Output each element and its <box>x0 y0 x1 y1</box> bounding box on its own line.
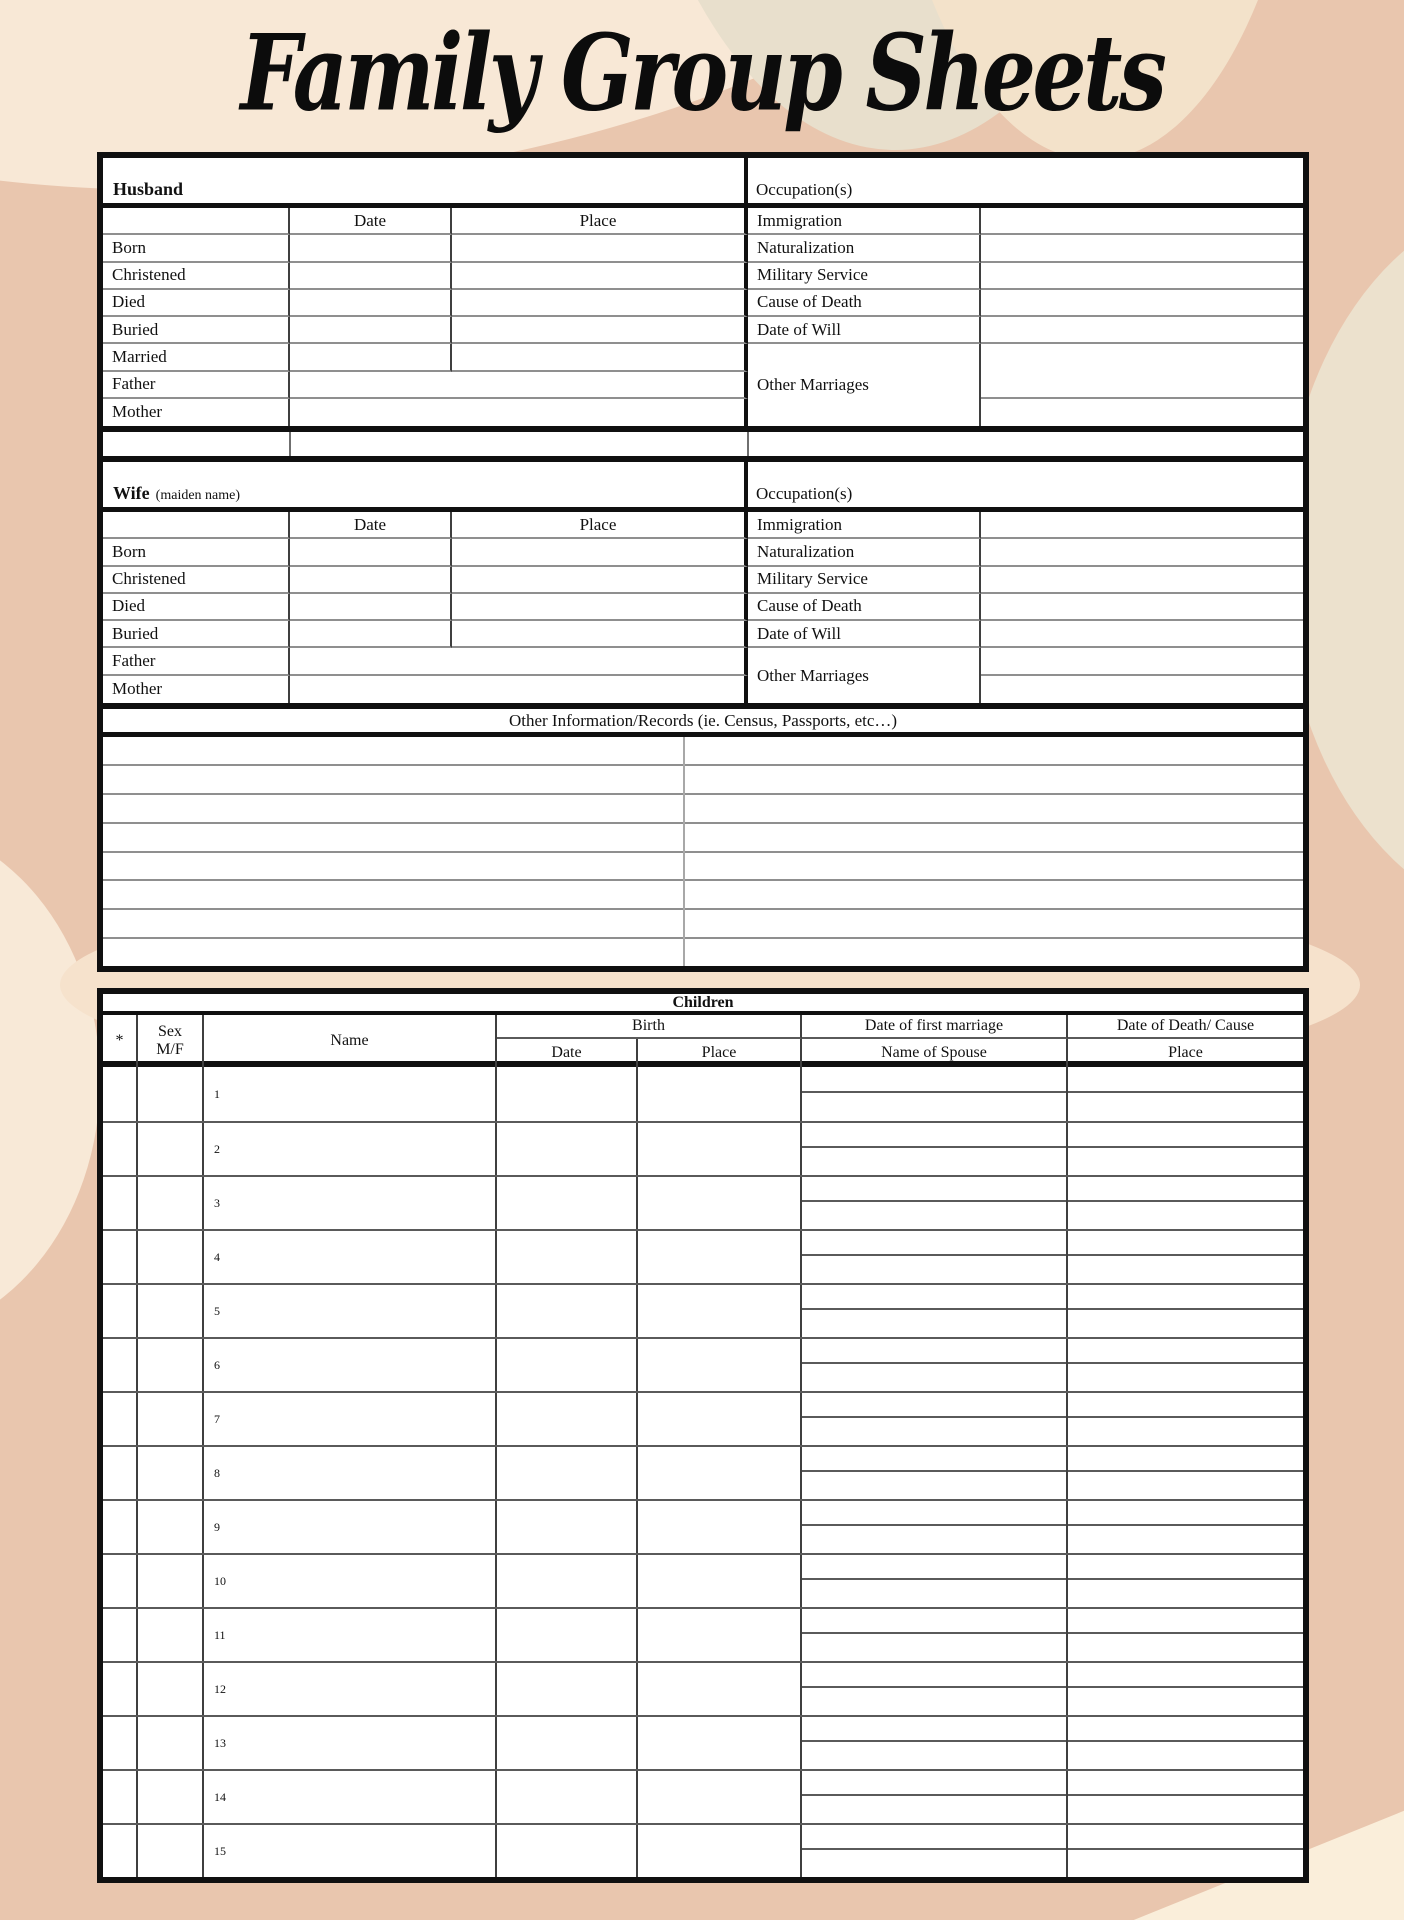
wife-date-header: Date <box>290 512 452 539</box>
child-name-field[interactable] <box>204 1447 497 1499</box>
child-birth-place-field[interactable] <box>638 1177 802 1229</box>
child-number: 2 <box>214 1141 220 1156</box>
wife-place-header: Place <box>452 512 748 539</box>
husband-died-label: Died <box>103 290 290 317</box>
child-spouse-subdivider <box>802 1177 1066 1202</box>
child-sex-field[interactable] <box>138 1393 204 1445</box>
child-name-field[interactable] <box>204 1231 497 1283</box>
child-star-field[interactable] <box>103 1231 138 1283</box>
child-death-field[interactable] <box>1068 1339 1303 1391</box>
child-birth-place-field[interactable] <box>638 1339 802 1391</box>
child-number: 6 <box>214 1357 220 1372</box>
child-star-field[interactable] <box>103 1609 138 1661</box>
husband-cause-of-death-label: Cause of Death <box>748 290 981 317</box>
wife-date-of-will-field[interactable] <box>981 621 1303 648</box>
wife-buried-date-field[interactable] <box>290 621 452 648</box>
child-star-field[interactable] <box>103 1447 138 1499</box>
husband-name-field[interactable] <box>103 158 748 203</box>
child-spouse-field[interactable] <box>802 1825 1068 1877</box>
children-sex-line2: M/F <box>156 1041 184 1058</box>
wife-mother-field[interactable] <box>290 676 748 703</box>
child-sex-field[interactable] <box>138 1501 204 1553</box>
child-name-field[interactable] <box>204 1393 497 1445</box>
child-birth-place-field[interactable] <box>638 1663 802 1715</box>
child-spouse-field[interactable] <box>802 1501 1068 1553</box>
family-group-form <box>97 152 1309 972</box>
child-death-field[interactable] <box>1068 1555 1303 1607</box>
child-birth-date-field[interactable] <box>497 1177 638 1229</box>
wife-buried-place-field[interactable] <box>452 621 748 648</box>
child-spouse-field[interactable] <box>802 1447 1068 1499</box>
children-title: Children <box>103 994 1303 1015</box>
child-death-field[interactable] <box>1068 1501 1303 1553</box>
other-info-blank-row[interactable] <box>103 766 1303 795</box>
wife-cause-of-death-field[interactable] <box>981 594 1303 621</box>
child-death-subdivider <box>1068 1177 1303 1202</box>
children-birth-date-header: Date <box>497 1039 638 1067</box>
child-spouse-field[interactable] <box>802 1663 1068 1715</box>
husband-grid <box>103 208 1303 426</box>
child-spouse-subdivider <box>802 1393 1066 1418</box>
child-spouse-field[interactable] <box>802 1555 1068 1607</box>
wife-father-field[interactable] <box>290 648 748 675</box>
husband-christened-place-field[interactable] <box>452 263 748 290</box>
wife-date-of-will-label: Date of Will <box>748 621 981 648</box>
child-birth-place-field[interactable] <box>638 1825 802 1877</box>
child-number: 4 <box>214 1249 220 1264</box>
wife-label: Wife <box>113 483 150 503</box>
child-star-field[interactable] <box>103 1123 138 1175</box>
child-death-subdivider <box>1068 1555 1303 1580</box>
child-star-field[interactable] <box>103 1339 138 1391</box>
husband-naturalization-field[interactable] <box>981 235 1303 262</box>
other-info-blank-row[interactable] <box>103 737 1303 766</box>
other-info-blank-row[interactable] <box>103 795 1303 824</box>
child-row <box>103 1769 1303 1823</box>
child-birth-place-field[interactable] <box>638 1555 802 1607</box>
child-death-field[interactable] <box>1068 1609 1303 1661</box>
child-spouse-subdivider <box>802 1609 1066 1634</box>
husband-father-label: Father <box>103 372 290 399</box>
child-death-field[interactable] <box>1068 1177 1303 1229</box>
child-spouse-subdivider <box>802 1825 1066 1850</box>
other-info-header: Other Information/Records (ie. Census, Passports, etc…) <box>103 709 1303 737</box>
children-first-marriage-header: Date of first marriage <box>802 1015 1068 1039</box>
wife-cause-of-death-label: Cause of Death <box>748 594 981 621</box>
wife-naturalization-label: Naturalization <box>748 539 981 566</box>
husband-cause-of-death-field[interactable] <box>981 290 1303 317</box>
husband-other-marriages-label: Other Marriages <box>748 344 981 426</box>
husband-married-label: Married <box>103 344 290 371</box>
husband-died-date-field[interactable] <box>290 290 452 317</box>
child-sex-field[interactable] <box>138 1555 204 1607</box>
child-birth-date-field[interactable] <box>497 1393 638 1445</box>
wife-christened-date-field[interactable] <box>290 567 452 594</box>
husband-occupations-field[interactable] <box>748 158 1303 203</box>
husband-married-date-field[interactable] <box>290 344 452 371</box>
page-title: Family Group Sheets <box>240 11 1164 135</box>
child-name-field[interactable] <box>204 1177 497 1229</box>
child-sex-field[interactable] <box>138 1177 204 1229</box>
husband-immigration-field[interactable] <box>981 208 1303 235</box>
children-death-place-header: Place <box>1168 1044 1203 1061</box>
child-death-subdivider <box>1068 1231 1303 1256</box>
husband-immigration-label: Immigration <box>748 208 981 235</box>
husband-christened-date-field[interactable] <box>290 263 452 290</box>
child-row <box>103 1823 1303 1877</box>
wife-other-marriages-field-2[interactable] <box>981 676 1303 703</box>
child-star-field[interactable] <box>103 1663 138 1715</box>
other-info-blank-row[interactable] <box>103 910 1303 939</box>
child-sex-field[interactable] <box>138 1231 204 1283</box>
husband-naturalization-label: Naturalization <box>748 235 981 262</box>
husband-mother-label: Mother <box>103 399 290 426</box>
child-death-subdivider <box>1068 1447 1303 1472</box>
child-spouse-field[interactable] <box>802 1717 1068 1769</box>
wife-immigration-field[interactable] <box>981 512 1303 539</box>
other-info-rows <box>103 737 1303 966</box>
child-spouse-subdivider <box>802 1067 1066 1093</box>
child-sex-field[interactable] <box>138 1663 204 1715</box>
child-spouse-field[interactable] <box>802 1231 1068 1283</box>
child-death-subdivider <box>1068 1067 1303 1093</box>
other-info-blank-row[interactable] <box>103 824 1303 853</box>
wife-died-date-field[interactable] <box>290 594 452 621</box>
wife-naturalization-field[interactable] <box>981 539 1303 566</box>
child-birth-date-field[interactable] <box>497 1501 638 1553</box>
child-sex-field[interactable] <box>138 1447 204 1499</box>
wife-father-label: Father <box>103 648 290 675</box>
child-row <box>103 1661 1303 1715</box>
husband-place-header: Place <box>452 208 748 235</box>
other-info-blank-row[interactable] <box>103 853 1303 882</box>
child-death-field[interactable] <box>1068 1663 1303 1715</box>
child-death-field[interactable] <box>1068 1123 1303 1175</box>
husband-buried-place-field[interactable] <box>452 317 748 344</box>
child-spouse-subdivider <box>802 1771 1066 1796</box>
child-spouse-subdivider <box>802 1501 1066 1526</box>
wife-grid <box>103 512 1303 703</box>
child-name-field[interactable] <box>204 1825 497 1877</box>
child-row <box>103 1445 1303 1499</box>
child-birth-place-field[interactable] <box>638 1717 802 1769</box>
child-birth-place-field[interactable] <box>638 1501 802 1553</box>
child-death-field[interactable] <box>1068 1285 1303 1337</box>
child-birth-date-field[interactable] <box>497 1663 638 1715</box>
child-spouse-field[interactable] <box>802 1177 1068 1229</box>
child-number: 5 <box>214 1303 220 1318</box>
children-star-header: * <box>103 1015 138 1067</box>
child-number: 7 <box>214 1411 220 1426</box>
child-star-field[interactable] <box>103 1555 138 1607</box>
child-row <box>103 1337 1303 1391</box>
child-death-field[interactable] <box>1068 1717 1303 1769</box>
child-death-subdivider <box>1068 1663 1303 1688</box>
child-sex-field[interactable] <box>138 1717 204 1769</box>
child-row <box>103 1607 1303 1661</box>
child-name-field[interactable] <box>204 1285 497 1337</box>
background-blob <box>0 820 100 1340</box>
child-death-subdivider <box>1068 1717 1303 1742</box>
child-birth-place-field[interactable] <box>638 1609 802 1661</box>
child-sex-field[interactable] <box>138 1123 204 1175</box>
child-birth-date-field[interactable] <box>497 1067 638 1121</box>
child-name-field[interactable] <box>204 1067 497 1121</box>
husband-born-date-field[interactable] <box>290 235 452 262</box>
child-birth-date-field[interactable] <box>497 1717 638 1769</box>
child-name-field[interactable] <box>204 1663 497 1715</box>
child-birth-place-field[interactable] <box>638 1067 802 1121</box>
child-death-subdivider <box>1068 1393 1303 1418</box>
children-name-header: Name <box>204 1015 497 1067</box>
children-birth-header: Birth <box>497 1015 802 1039</box>
child-row <box>103 1229 1303 1283</box>
section-spacer <box>103 432 1303 456</box>
wife-corner-cell <box>103 512 290 539</box>
child-row <box>103 1283 1303 1337</box>
child-star-field[interactable] <box>103 1285 138 1337</box>
child-star-field[interactable] <box>103 1825 138 1877</box>
husband-died-place-field[interactable] <box>452 290 748 317</box>
child-name-field[interactable] <box>204 1717 497 1769</box>
husband-military-field[interactable] <box>981 263 1303 290</box>
wife-christened-place-field[interactable] <box>452 567 748 594</box>
child-row <box>103 1175 1303 1229</box>
spacer-line <box>289 432 291 456</box>
child-number: 15 <box>214 1843 226 1858</box>
child-row <box>103 1121 1303 1175</box>
wife-other-marriages-field[interactable] <box>981 648 1303 675</box>
child-birth-place-field[interactable] <box>638 1393 802 1445</box>
child-number: 10 <box>214 1573 226 1588</box>
other-info-blank-row[interactable] <box>103 939 1303 966</box>
wife-died-place-field[interactable] <box>452 594 748 621</box>
child-row <box>103 1715 1303 1769</box>
husband-corner-cell <box>103 208 290 235</box>
children-death-header: Date of Death/ Cause <box>1068 1015 1303 1039</box>
child-spouse-subdivider <box>802 1447 1066 1472</box>
wife-mother-label: Mother <box>103 676 290 703</box>
child-birth-date-field[interactable] <box>497 1339 638 1391</box>
child-death-subdivider <box>1068 1609 1303 1634</box>
husband-mother-field[interactable] <box>290 399 748 426</box>
child-number: 12 <box>214 1681 226 1696</box>
child-spouse-subdivider <box>802 1123 1066 1148</box>
child-number: 11 <box>214 1627 226 1642</box>
husband-date-header: Date <box>290 208 452 235</box>
wife-occupations-field[interactable] <box>748 462 1303 507</box>
child-row <box>103 1553 1303 1607</box>
child-spouse-field[interactable] <box>802 1393 1068 1445</box>
child-spouse-field[interactable] <box>802 1609 1068 1661</box>
child-number: 13 <box>214 1735 226 1750</box>
child-sex-field[interactable] <box>138 1609 204 1661</box>
child-star-field[interactable] <box>103 1393 138 1445</box>
child-star-field[interactable] <box>103 1717 138 1769</box>
child-death-subdivider <box>1068 1771 1303 1796</box>
child-birth-date-field[interactable] <box>497 1123 638 1175</box>
wife-military-field[interactable] <box>981 567 1303 594</box>
children-spouse-header: Name of Spouse <box>802 1039 1068 1067</box>
child-birth-date-field[interactable] <box>497 1231 638 1283</box>
wife-immigration-label: Immigration <box>748 512 981 539</box>
child-spouse-subdivider <box>802 1555 1066 1580</box>
child-spouse-field[interactable] <box>802 1123 1068 1175</box>
child-birth-date-field[interactable] <box>497 1447 638 1499</box>
child-birth-place-field[interactable] <box>638 1285 802 1337</box>
child-sex-field[interactable] <box>138 1339 204 1391</box>
child-number: 9 <box>214 1519 220 1534</box>
child-spouse-field[interactable] <box>802 1771 1068 1823</box>
wife-born-label: Born <box>103 539 290 566</box>
husband-military-label: Military Service <box>748 263 981 290</box>
wife-occupations-label: Occupation(s) <box>756 484 853 503</box>
other-info-divider <box>683 737 685 966</box>
child-spouse-subdivider <box>802 1339 1066 1364</box>
child-birth-date-field[interactable] <box>497 1285 638 1337</box>
child-sex-field[interactable] <box>138 1067 204 1121</box>
child-birth-place-field[interactable] <box>638 1771 802 1823</box>
wife-other-marriages-label: Other Marriages <box>748 648 981 703</box>
child-birth-place-field[interactable] <box>638 1447 802 1499</box>
child-spouse-subdivider <box>802 1231 1066 1256</box>
children-sex-header <box>138 1015 204 1067</box>
child-name-field[interactable] <box>204 1609 497 1661</box>
husband-married-place-field[interactable] <box>452 344 748 371</box>
child-row <box>103 1391 1303 1445</box>
child-birth-date-field[interactable] <box>497 1555 638 1607</box>
child-birth-date-field[interactable] <box>497 1771 638 1823</box>
child-death-field[interactable] <box>1068 1067 1303 1121</box>
child-name-field[interactable] <box>204 1555 497 1607</box>
wife-name-field[interactable] <box>103 462 748 507</box>
children-header <box>103 1015 1303 1067</box>
child-birth-date-field[interactable] <box>497 1825 638 1877</box>
husband-buried-label: Buried <box>103 317 290 344</box>
child-star-field[interactable] <box>103 1177 138 1229</box>
children-sex-line1: Sex <box>158 1022 182 1040</box>
wife-born-place-field[interactable] <box>452 539 748 566</box>
child-number: 14 <box>214 1789 226 1804</box>
husband-date-of-will-label: Date of Will <box>748 317 981 344</box>
child-death-subdivider <box>1068 1339 1303 1364</box>
child-star-field[interactable] <box>103 1771 138 1823</box>
child-row <box>103 1067 1303 1121</box>
husband-other-marriages-field-2[interactable] <box>981 399 1303 426</box>
wife-maiden-note: (maiden name) <box>155 488 241 503</box>
wife-died-label: Died <box>103 594 290 621</box>
child-name-field[interactable] <box>204 1123 497 1175</box>
child-death-subdivider <box>1068 1285 1303 1310</box>
child-name-field[interactable] <box>204 1771 497 1823</box>
children-birth-place-header: Place <box>638 1039 802 1067</box>
child-birth-place-field[interactable] <box>638 1123 802 1175</box>
child-death-field[interactable] <box>1068 1447 1303 1499</box>
wife-born-date-field[interactable] <box>290 539 452 566</box>
husband-father-field[interactable] <box>290 372 748 399</box>
child-birth-place-field[interactable] <box>638 1231 802 1283</box>
child-spouse-subdivider <box>802 1717 1066 1742</box>
wife-military-label: Military Service <box>748 567 981 594</box>
child-spouse-field[interactable] <box>802 1339 1068 1391</box>
child-number: 8 <box>214 1465 220 1480</box>
husband-buried-date-field[interactable] <box>290 317 452 344</box>
husband-christened-label: Christened <box>103 263 290 290</box>
children-rows <box>103 1067 1303 1877</box>
husband-born-label: Born <box>103 235 290 262</box>
wife-buried-label: Buried <box>103 621 290 648</box>
child-number: 3 <box>214 1195 220 1210</box>
children-table <box>97 988 1309 1883</box>
child-death-field[interactable] <box>1068 1771 1303 1823</box>
husband-occupations-label: Occupation(s) <box>756 180 853 199</box>
other-info-blank-row[interactable] <box>103 881 1303 910</box>
wife-christened-label: Christened <box>103 567 290 594</box>
child-star-field[interactable] <box>103 1501 138 1553</box>
child-spouse-subdivider <box>802 1663 1066 1688</box>
child-death-subdivider <box>1068 1501 1303 1526</box>
wife-header-row <box>103 462 1303 512</box>
child-death-subdivider <box>1068 1123 1303 1148</box>
child-spouse-field[interactable] <box>802 1285 1068 1337</box>
child-sex-field[interactable] <box>138 1285 204 1337</box>
child-sex-field[interactable] <box>138 1771 204 1823</box>
husband-born-place-field[interactable] <box>452 235 748 262</box>
husband-label: Husband <box>113 179 184 199</box>
child-name-field[interactable] <box>204 1339 497 1391</box>
child-row <box>103 1499 1303 1553</box>
child-spouse-field[interactable] <box>802 1067 1068 1121</box>
child-name-field[interactable] <box>204 1501 497 1553</box>
husband-header-row <box>103 158 1303 208</box>
spacer-line <box>747 432 749 456</box>
child-birth-date-field[interactable] <box>497 1609 638 1661</box>
child-death-field[interactable] <box>1068 1825 1303 1877</box>
child-number: 1 <box>214 1086 220 1101</box>
child-star-field[interactable] <box>103 1067 138 1121</box>
husband-other-marriages-field[interactable] <box>981 344 1303 399</box>
child-death-subdivider <box>1068 1825 1303 1850</box>
child-death-field[interactable] <box>1068 1393 1303 1445</box>
child-spouse-subdivider <box>802 1285 1066 1310</box>
child-sex-field[interactable] <box>138 1825 204 1877</box>
child-death-field[interactable] <box>1068 1231 1303 1283</box>
husband-date-of-will-field[interactable] <box>981 317 1303 344</box>
